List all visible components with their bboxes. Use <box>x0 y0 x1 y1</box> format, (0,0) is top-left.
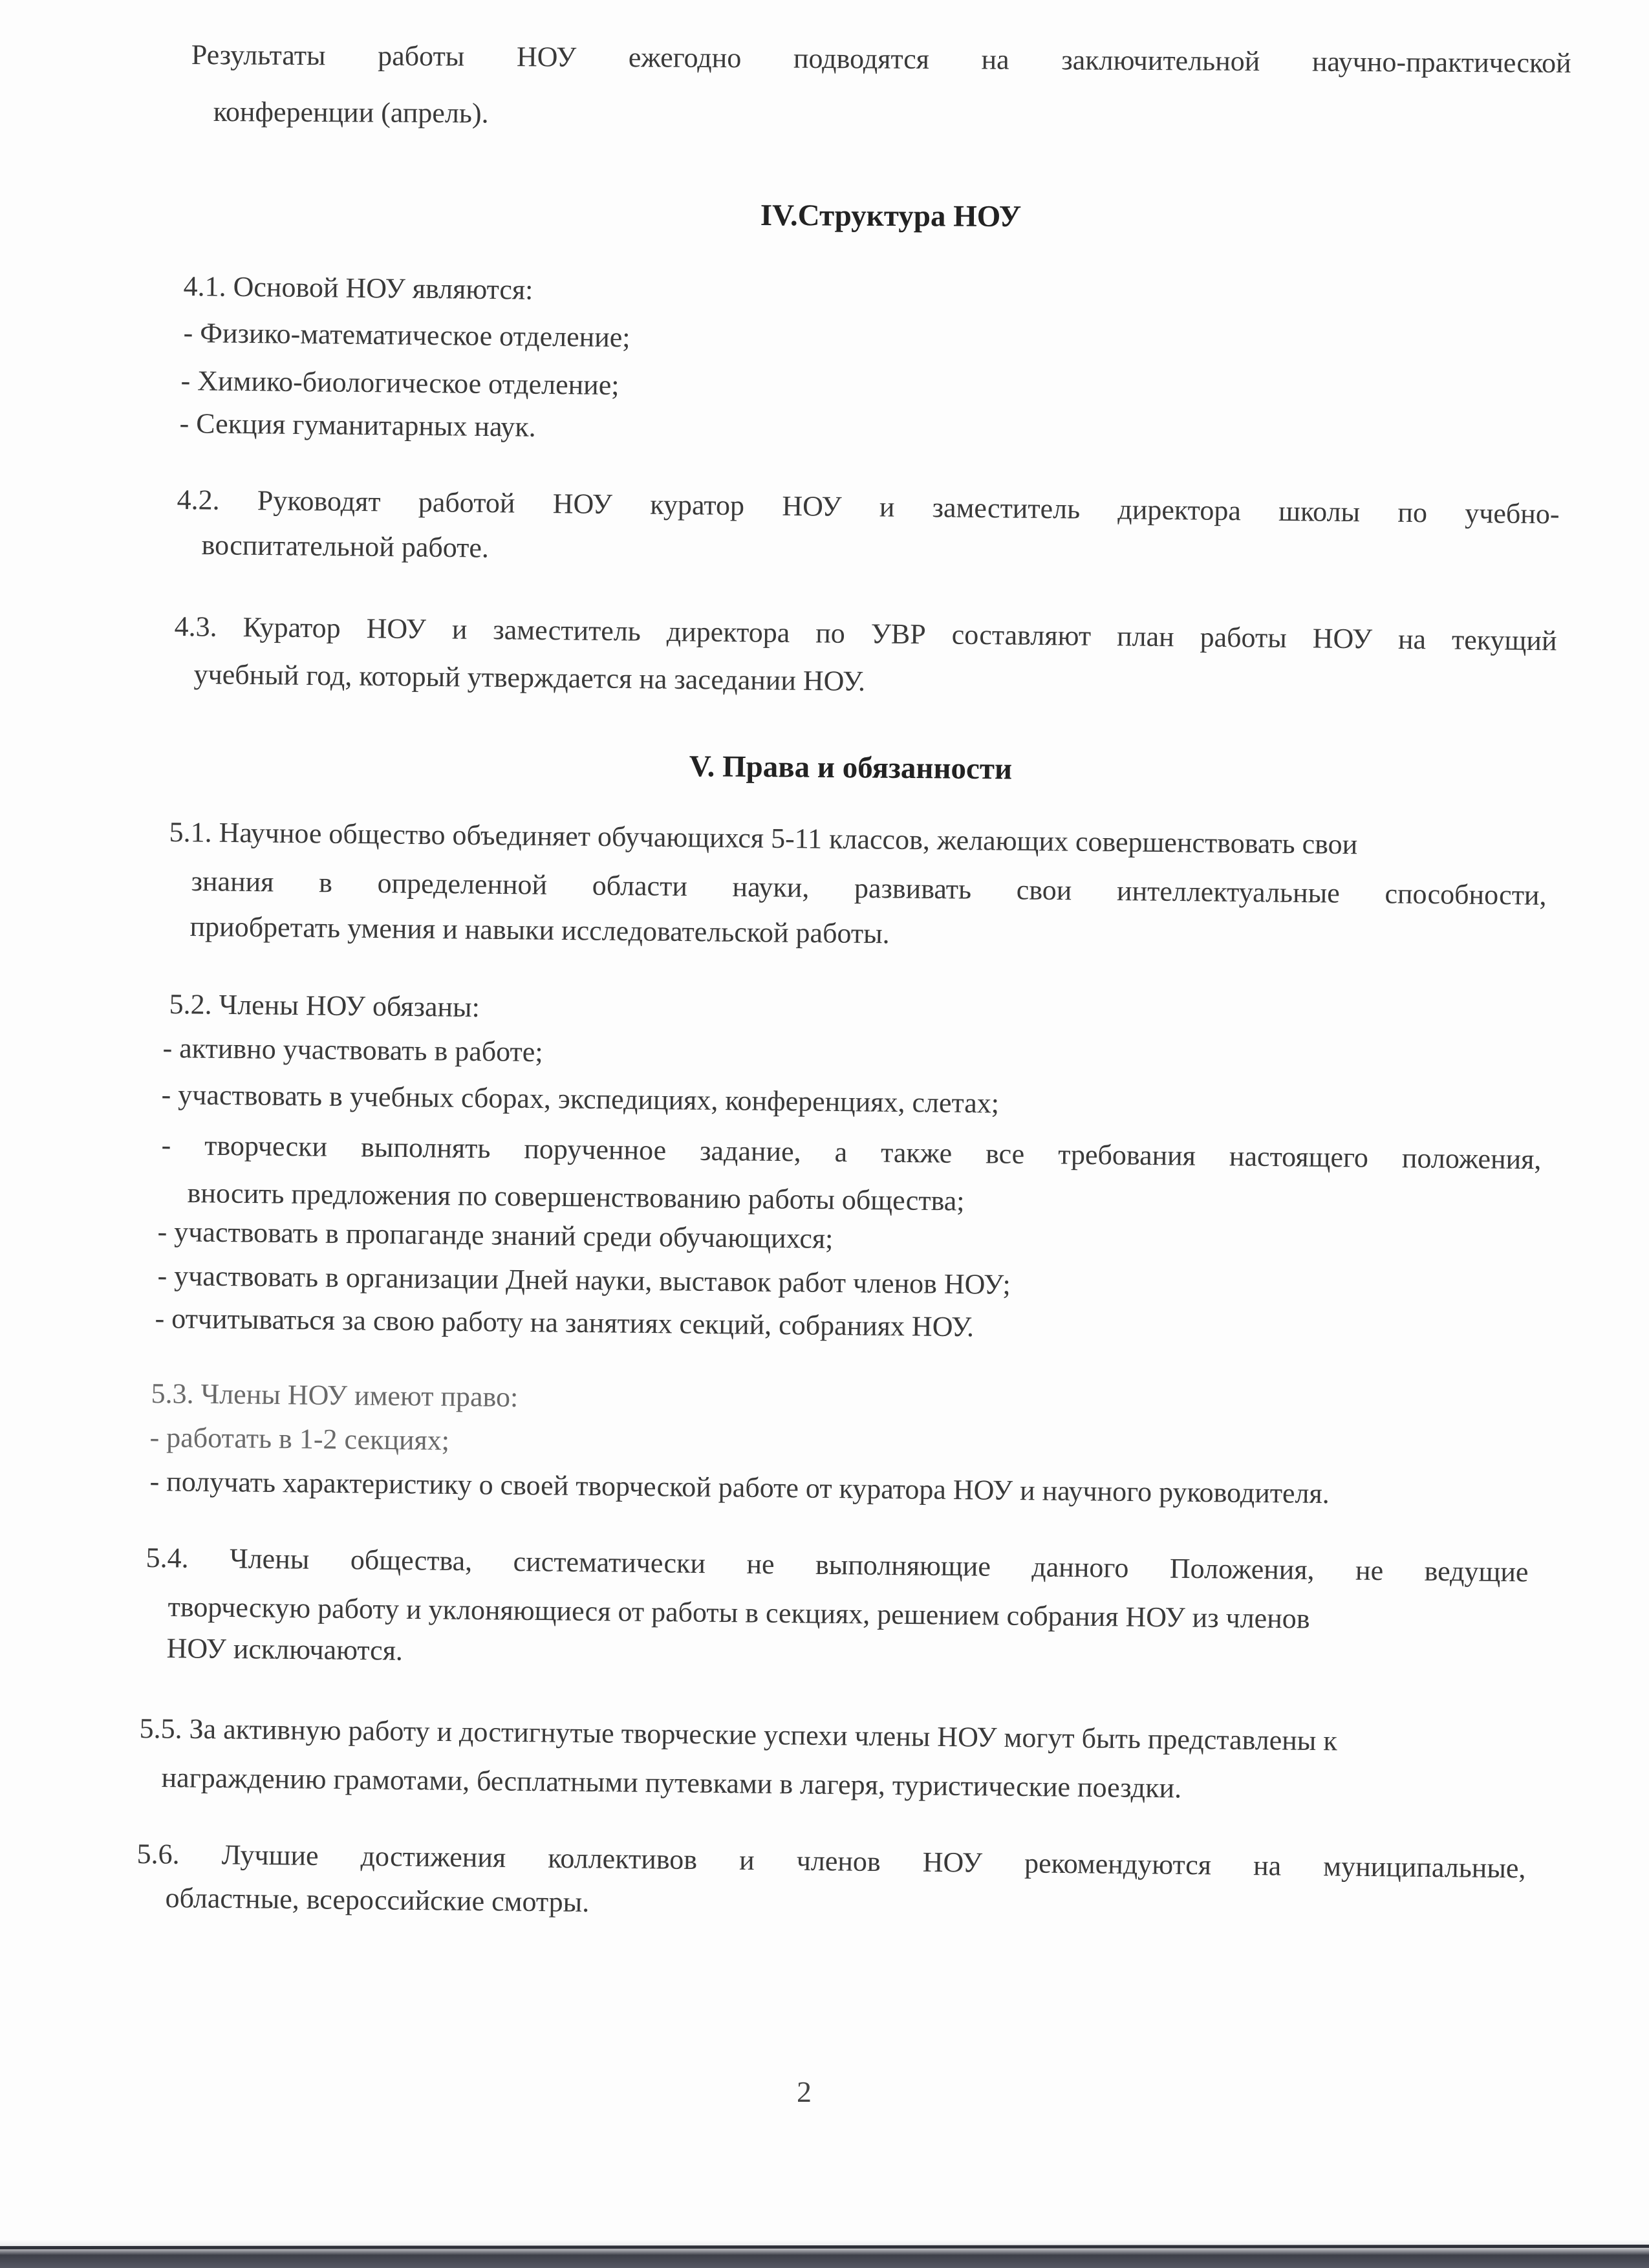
word: 5.4. <box>146 1541 189 1574</box>
word: текущий <box>1451 623 1557 657</box>
word: школы <box>1278 495 1361 528</box>
word: коллективов <box>547 1842 698 1876</box>
list-item: - участвовать в пропаганде знаний среди обучающихся; <box>157 1215 834 1255</box>
list-item: - участвовать в учебных сборах, экспедициях, конференциях, слетах; <box>161 1078 1000 1119</box>
word: а <box>834 1136 848 1169</box>
word: заместитель <box>932 491 1081 525</box>
word: не <box>1355 1554 1384 1587</box>
word: выполняющие <box>815 1548 991 1582</box>
word: науки, <box>732 870 810 904</box>
word: выполнять <box>360 1131 491 1165</box>
section-4-heading: IV.Структура НОУ <box>760 198 1022 234</box>
list-item: - активно участвовать в работе; <box>162 1031 543 1068</box>
page-number: 2 <box>797 2075 812 2108</box>
word: в <box>318 867 333 899</box>
paragraph-4-2-line-2: воспитательной работе. <box>201 528 490 564</box>
word: определенной <box>377 867 548 901</box>
word: директора <box>666 615 790 649</box>
word: УВР <box>870 618 927 651</box>
paragraph-4-3-line-2: учебный год, который утверждается на заседании НОУ. <box>193 658 866 697</box>
word: рекомендуются <box>1024 1847 1212 1881</box>
word: достижения <box>360 1840 506 1874</box>
word: учебно- <box>1465 497 1560 530</box>
word: куратор <box>650 488 745 522</box>
scan-bottom-edge <box>0 2240 1649 2268</box>
word: порученное <box>524 1132 667 1167</box>
word: составляют <box>951 618 1092 652</box>
word: НОУ <box>1312 622 1373 655</box>
paragraph-5-5-line-2: награждению грамотами, бесплатными путевками в лагеря, туристические поездки. <box>161 1761 1182 1804</box>
word: творчески <box>204 1129 328 1163</box>
word: подводятся <box>793 42 930 75</box>
word: по <box>1397 496 1428 529</box>
paragraph-5-4-line-2: творческую работу и уклоняющиеся от работы в секциях, решением собрания НОУ из членов <box>167 1590 1310 1635</box>
word: настоящего <box>1229 1140 1369 1174</box>
word: развивать <box>854 872 972 905</box>
word: на <box>1253 1850 1282 1882</box>
word: систематически <box>513 1545 706 1580</box>
word: работой <box>418 486 515 519</box>
word: знания <box>191 865 274 898</box>
list-item-line-2: вносить предложения по совершенствованию работы общества; <box>187 1176 965 1217</box>
paragraph-5-4-line-3: НОУ исключаются. <box>166 1632 404 1667</box>
word: ежегодно <box>628 41 742 74</box>
word: 4.3. <box>174 610 217 643</box>
list-item: - работать в 1-2 секциях; <box>149 1421 450 1456</box>
word: требования <box>1057 1138 1196 1172</box>
word: положения, <box>1401 1142 1542 1176</box>
word: все <box>985 1138 1025 1170</box>
word: и <box>879 491 895 523</box>
paragraph-4-1-lead: 4.1. Основой НОУ являются: <box>183 270 534 306</box>
word: задание, <box>699 1134 801 1168</box>
word: Лучшие <box>221 1839 319 1872</box>
word: НОУ <box>552 488 613 521</box>
list-item: - Химико-биологическое отделение; <box>180 364 620 402</box>
word: данного <box>1031 1551 1129 1584</box>
word: общества, <box>350 1544 473 1577</box>
word: области <box>592 869 688 903</box>
intro-line-2: конференции (апрель). <box>213 95 489 129</box>
word: Руководят <box>257 484 381 518</box>
word: свои <box>1016 874 1072 907</box>
word: не <box>746 1548 775 1581</box>
list-item: - Физико-математическое отделение; <box>183 316 630 354</box>
word: 5.6. <box>136 1837 180 1870</box>
paragraph-5-1-line-3: приобретать умения и навыки исследовательской работы. <box>189 910 890 950</box>
paragraph-5-3-lead: 5.3. Члены НОУ имеют право: <box>151 1377 519 1413</box>
section-5-heading: V. Права и обязанности <box>689 749 1013 786</box>
list-item-line-1 <box>161 1124 1542 1181</box>
word: интеллектуальные <box>1116 874 1341 909</box>
word: на <box>981 43 1009 76</box>
paragraph-5-4-line-1 <box>146 1537 1529 1593</box>
paragraph-5-5-line-1: 5.5. За активную работу и достигнутые творческие успехи члены НОУ могут быть представлены к <box>139 1712 1338 1757</box>
word: Куратор <box>242 611 341 644</box>
word: по <box>815 617 846 649</box>
word: НОУ <box>366 612 427 645</box>
word: также <box>880 1136 953 1169</box>
paragraph-4-3-line-1 <box>174 605 1557 662</box>
word: план <box>1116 620 1174 653</box>
word: научно-практической <box>1311 45 1571 80</box>
word: Результаты <box>191 38 326 72</box>
word: НОУ <box>922 1846 983 1879</box>
word: способности, <box>1385 878 1547 911</box>
word: на <box>1397 623 1427 656</box>
list-item: - получать характеристику о своей творческой работе от куратора НОУ и научного руководителя. <box>149 1465 1330 1510</box>
word: 4.2. <box>177 483 220 516</box>
word: заместитель <box>493 614 641 647</box>
list-item: - отчитываться за свою работу на занятиях секций, собраниях НОУ. <box>155 1302 975 1343</box>
intro-line-1 <box>191 34 1571 85</box>
word: Положения, <box>1169 1552 1315 1586</box>
paragraph-5-6-line-2: областные, всероссийские смотры. <box>165 1881 590 1918</box>
word: НОУ <box>782 490 842 523</box>
word: муниципальные, <box>1323 1850 1526 1885</box>
word: работы <box>1200 621 1288 654</box>
word: Члены <box>229 1542 310 1575</box>
paragraph-5-1-line-1: 5.1. Научное общество объединяет обучающихся 5-11 классов, желающих совершенствовать свои <box>169 815 1358 861</box>
word: - <box>161 1129 171 1161</box>
word: ведущие <box>1424 1555 1529 1588</box>
word: членов <box>796 1844 881 1878</box>
list-item: - участвовать в организации Дней науки, выставок работ членов НОУ; <box>157 1259 1011 1301</box>
list-item: - Секция гуманитарных наук. <box>179 407 536 443</box>
word: НОУ <box>516 41 577 73</box>
word: и <box>451 613 468 645</box>
word: директора <box>1117 493 1242 527</box>
word: заключительной <box>1061 44 1260 78</box>
word: работы <box>378 39 465 72</box>
word: и <box>738 1844 755 1876</box>
paragraph-5-2-lead: 5.2. Члены НОУ обязаны: <box>169 988 480 1024</box>
